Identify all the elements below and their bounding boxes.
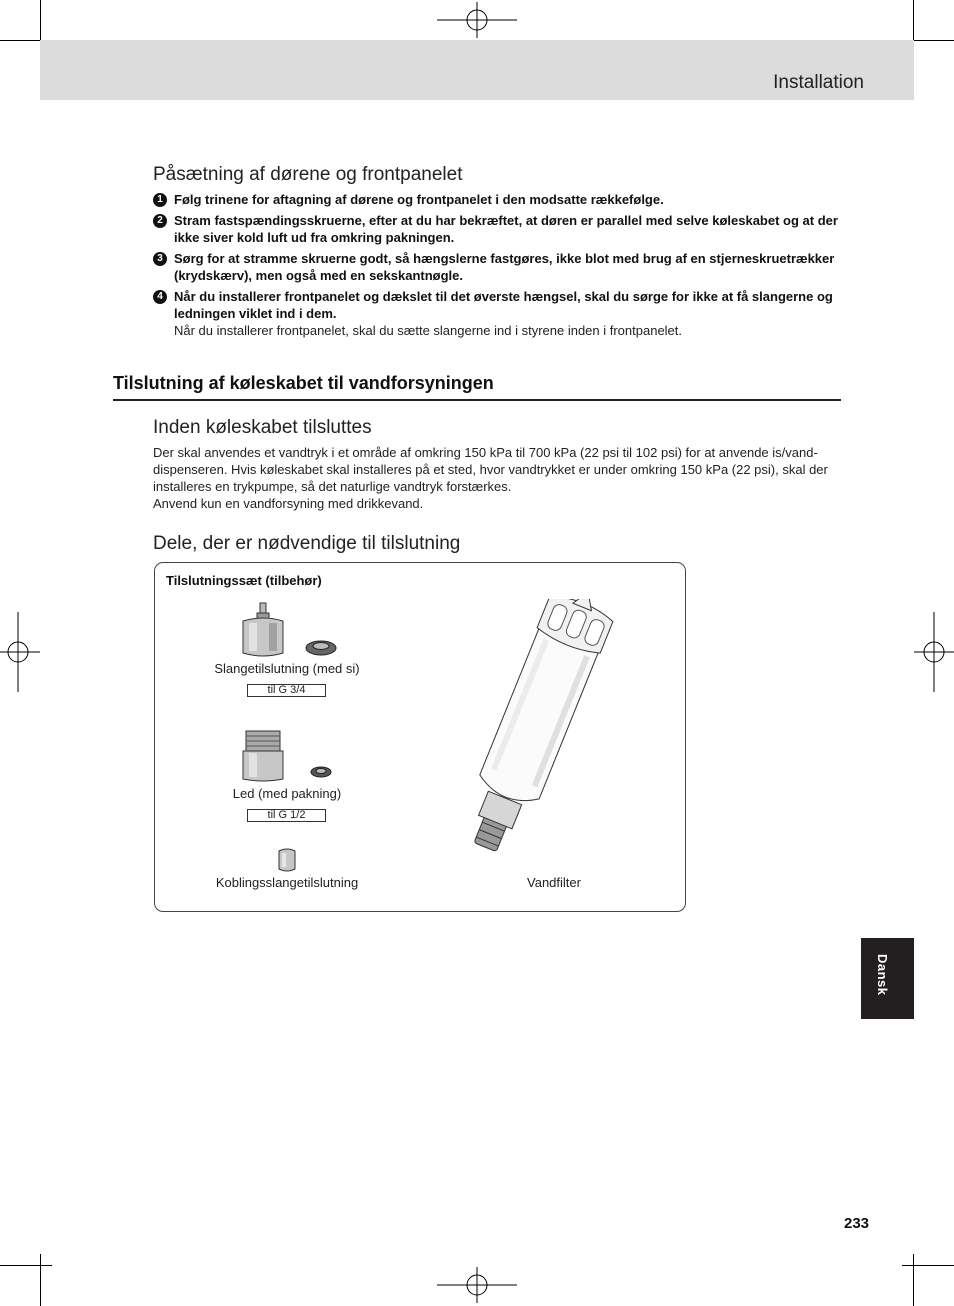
paragraph-line: Der skal anvendes et vandtryk i et område af omkring 150 kPa til 700 kPa (22 psi til 102 psi) for at anvende is/vand-dispenseren. Hvis køleskabet skal installeres på et sted, hvor vandtrykket er under omkring 150 kPa (22 psi), skal der installeres en trykpumpe, så det naturlige vandtryk forstærkes.: [153, 445, 828, 494]
step-item: [153, 288, 853, 339]
crop-mark: [40, 1254, 41, 1306]
pressure-paragraph: [153, 444, 843, 512]
step-text: Stram fastspændingsskruerne, efter at du har bekræftet, at døren er parallel med selve køleskabet og at der ikke siver kold luft ud fra omkring pakningen.: [174, 213, 838, 245]
step-number-badge: 1: [153, 193, 167, 207]
subheading-before-connection: Inden køleskabet tilsluttes: [153, 417, 372, 438]
parts-box-title: Tilslutningssæt (tilbehør): [166, 573, 322, 588]
water-filter-illustration: [460, 599, 645, 871]
coupling-illustration: [277, 847, 301, 873]
page-number: 233: [844, 1215, 870, 1232]
step-item: [153, 212, 853, 246]
joint-label: Led (med pakning): [232, 786, 342, 801]
coupling-label: Koblingsslangetilslutning: [215, 875, 359, 890]
section-title-doors: Påsætning af dørene og frontpanelet: [153, 164, 463, 185]
subheading-parts: Dele, der er nødvendige til tilslutning: [153, 533, 461, 554]
registration-mark-icon: [0, 612, 40, 692]
section-heading-water: Tilslutning af køleskabet til vandforsyningen: [113, 373, 841, 401]
step-item: [153, 250, 853, 284]
step-text: Når du installerer frontpanelet og dækslet til det øverste hængsel, skal du sørge for ikke at få slangerne og ledningen viklet ind i dem.: [174, 289, 833, 321]
hose-connector-illustration: [239, 601, 339, 661]
paragraph-line: Anvend kun en vandforsyning med drikkevand.: [153, 496, 424, 511]
page-title: Installation: [773, 72, 864, 93]
header-bar: [40, 40, 914, 100]
step-text: Følg trinene for aftagning af dørene og frontpanelet i den modsatte rækkefølge.: [174, 192, 664, 207]
hose-connector-spec: til G 3/4: [247, 684, 326, 697]
step-note: Når du installerer frontpanelet, skal du sætte slangerne ind i styrene inden i frontpanelet.: [174, 323, 683, 338]
registration-mark-icon: [914, 612, 954, 692]
joint-illustration: [239, 727, 339, 787]
steps-list: [153, 191, 853, 343]
water-filter-label: Vandfilter: [527, 875, 581, 890]
step-item: [153, 191, 853, 208]
crop-mark: [913, 1254, 914, 1306]
step-number-badge: 3: [153, 252, 167, 266]
crop-mark: [902, 1265, 954, 1266]
hose-connector-label: Slangetilslutning (med si): [214, 661, 360, 676]
joint-spec: til G 1/2: [247, 809, 326, 822]
language-tab: [861, 938, 914, 1019]
language-label: Dansk: [875, 954, 890, 996]
crop-mark: [0, 1265, 52, 1266]
step-text: Sørg for at stramme skruerne godt, så hængslerne fastgøres, ikke blot med brug af en stjerneskruetrækker (krydskærv), men også med en sekskantnøgle.: [174, 251, 835, 283]
step-number-badge: 4: [153, 290, 167, 304]
step-number-badge: 2: [153, 214, 167, 228]
registration-mark-icon: [437, 2, 517, 38]
registration-mark-icon: [437, 1267, 517, 1303]
parts-box: [154, 562, 686, 912]
